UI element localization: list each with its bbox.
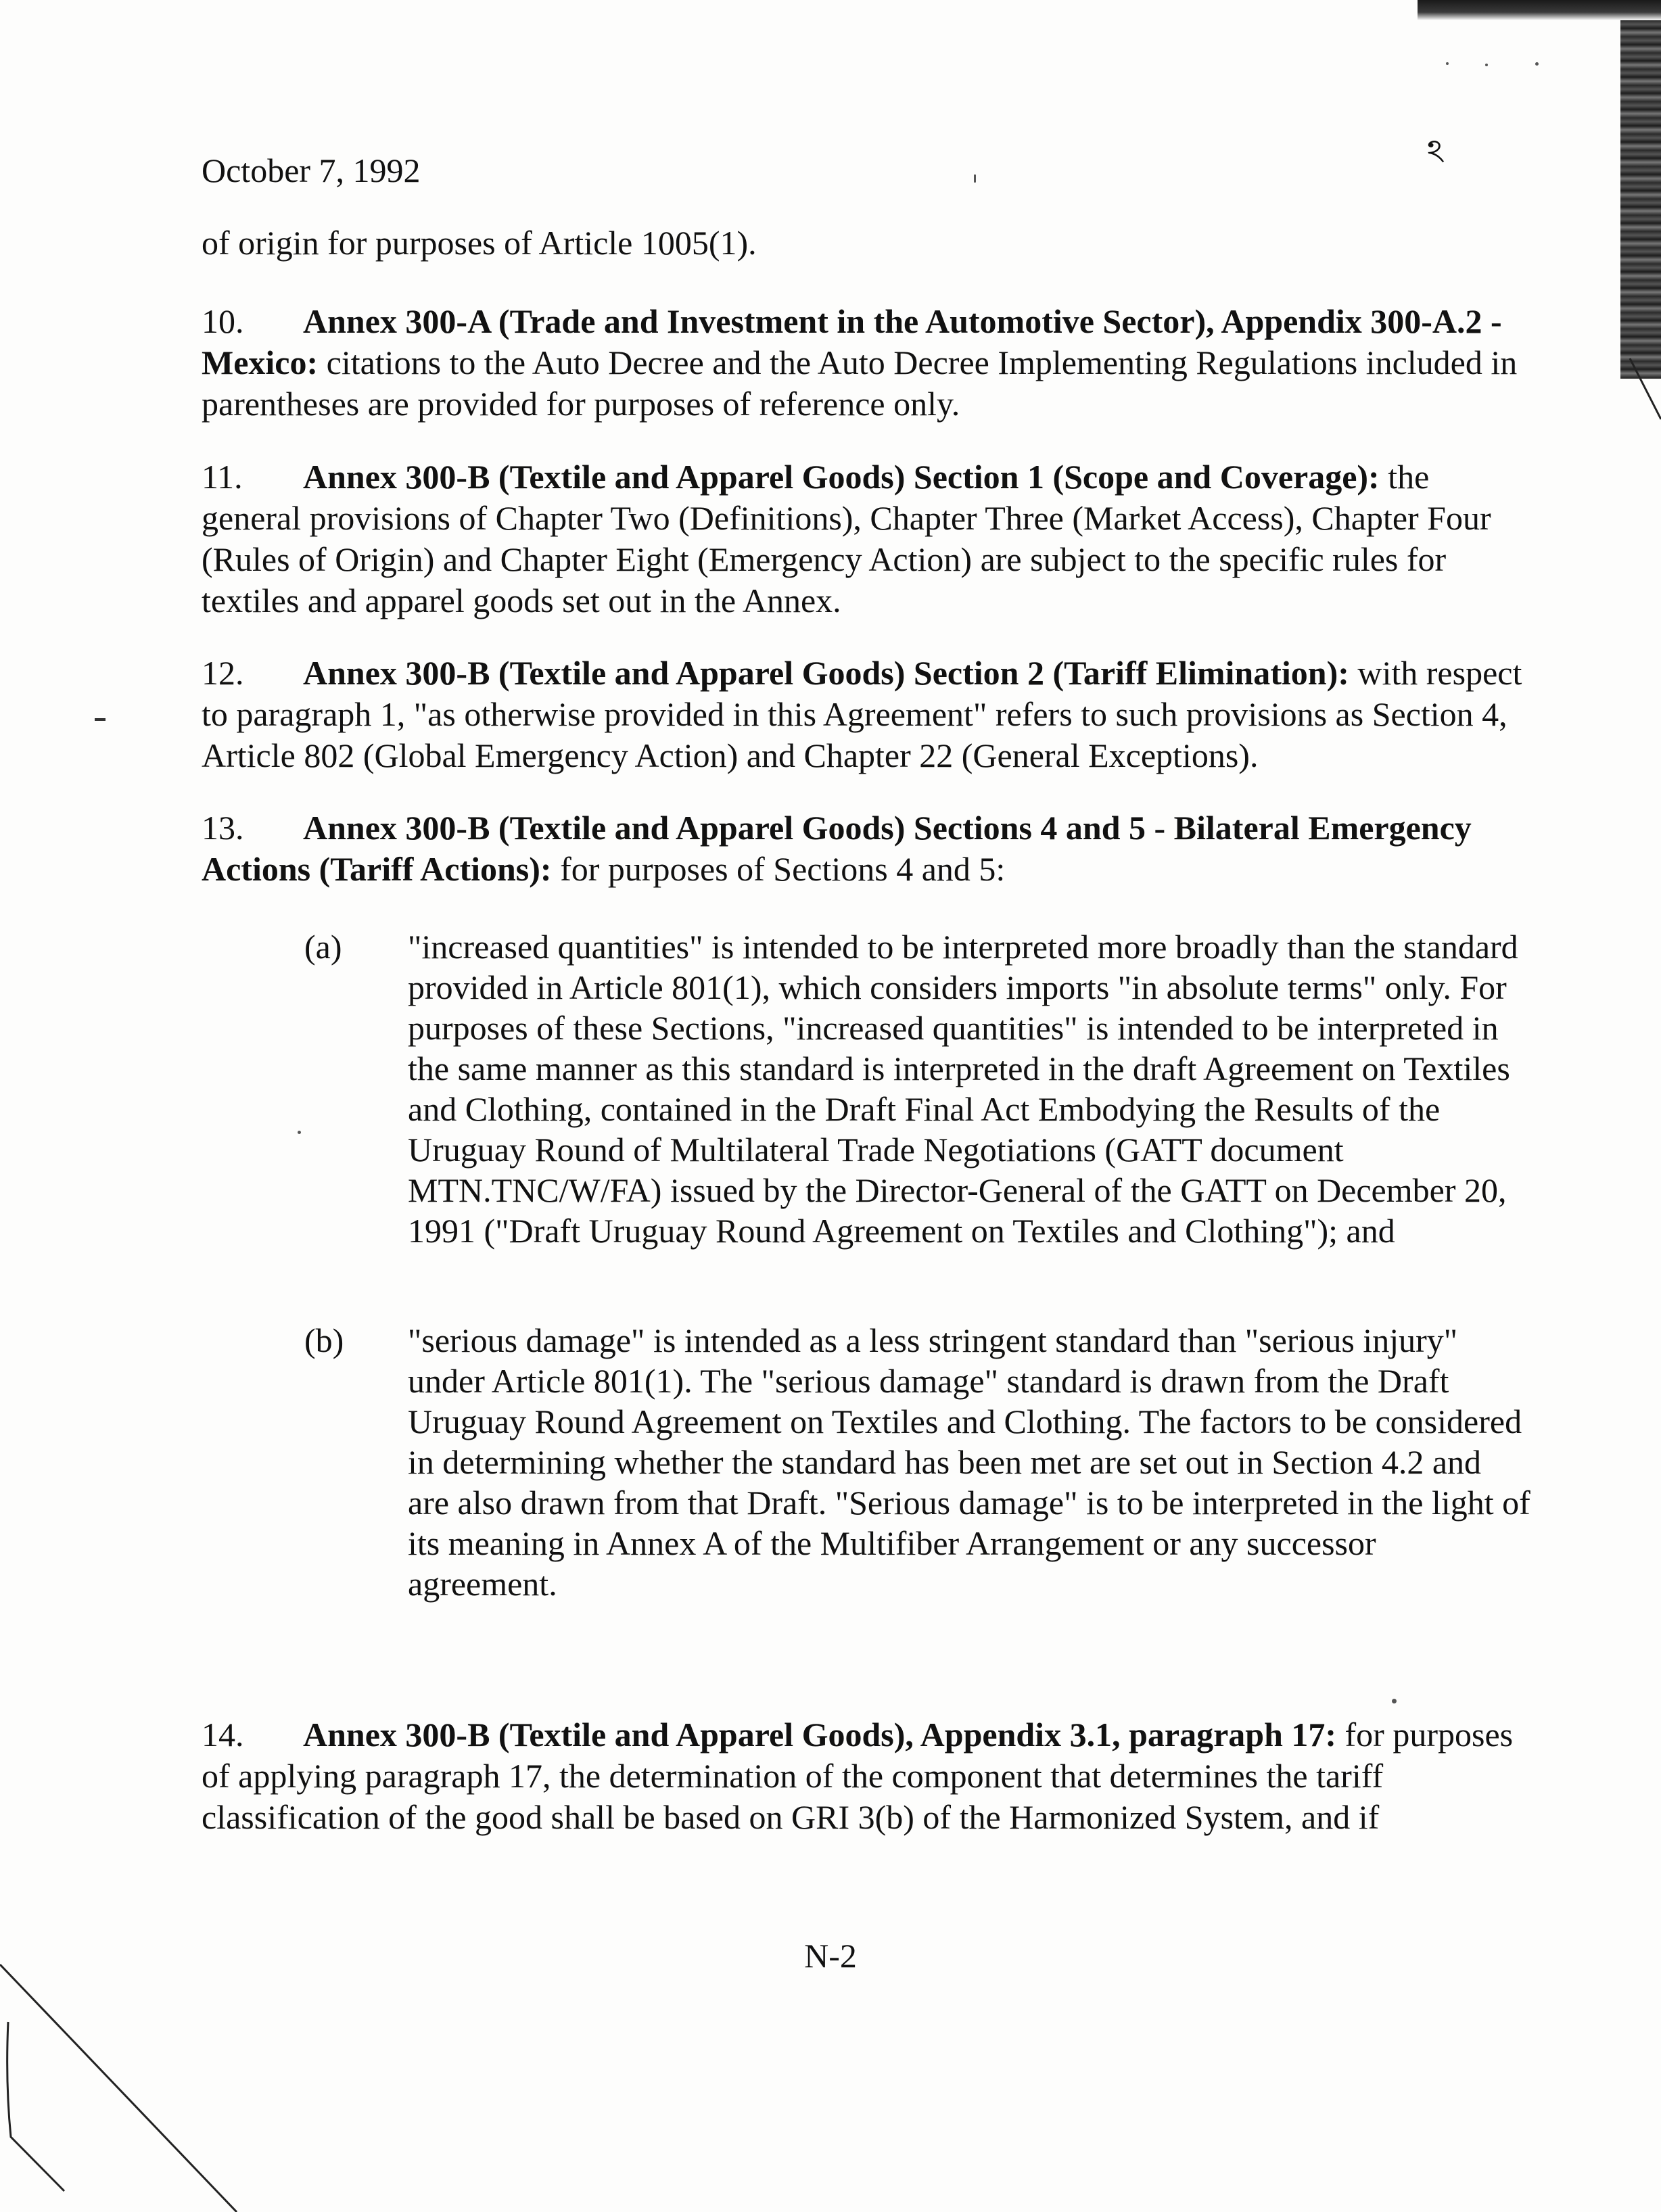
document-date: October 7, 1992	[202, 151, 421, 189]
subparagraph-text: "serious damage" is intended as a less stringent standard than "serious injury" under Article 801(1). The "serious damage" standard is drawn from the Draft Uruguay Round Agreement on Textiles and Clothing. The factors to be considered in determining whether the standard has been met are set out in Section 4.2 and are also drawn from that Draft. "Serious damage" is to be interpreted in the light of its meaning in Annex A of the Multifiber Arrangement or any successor agreement.	[408, 1321, 1530, 1603]
paragraph-heading: Annex 300-B (Textile and Apparel Goods), Appendix 3.1, paragraph 17:	[303, 1716, 1337, 1754]
paragraph-number: 14.	[202, 1716, 244, 1754]
handwritten-mark: ঽ	[1427, 134, 1445, 170]
page-number: N-2	[804, 1937, 857, 1975]
paragraph-text: with respect to paragraph 1, "as otherwise provided in this Agreement" refers to such provisions as Section 4, Article 802 (Global Emergency Action) and Chapter 22 (General Exceptions).	[202, 654, 1522, 774]
right-edge-line	[1630, 358, 1661, 419]
paragraph-text: for purposes of Sections 4 and 5:	[551, 850, 1006, 888]
corner-scan-line	[7, 2022, 64, 2191]
paragraph-number: 10.	[202, 302, 244, 340]
paragraph-heading: Annex 300-B (Textile and Apparel Goods) Section 2 (Tariff Elimination):	[303, 654, 1349, 692]
paragraph-text: the general provisions of Chapter Two (Definitions), Chapter Three (Market Access), Chapter Four (Rules of Origin) and Chapter Eight (Emergency Action) are subject to the specific rules for textiles and apparel goods set out in the Annex.	[202, 458, 1491, 619]
paragraph-number: 12.	[202, 654, 244, 692]
paragraph-text: citations to the Auto Decree and the Auto Decree Implementing Regulations included in parentheses are provided for purposes of reference only.	[202, 344, 1518, 423]
diagonal-scan-line	[0, 1964, 237, 2212]
paragraph-number: 11.	[202, 458, 243, 496]
paragraph-text: for purposes of applying paragraph 17, the determination of the component that determines the tariff classification of the good shall be based on GRI 3(b) of the Harmonized System, and if	[202, 1716, 1514, 1836]
continued-text: of origin for purposes of Article 1005(1).	[202, 224, 757, 262]
subparagraph-label: (b)	[304, 1321, 344, 1359]
subparagraph-text: "increased quantities" is intended to be interpreted more broadly than the standard provided in Article 801(1), which considers imports "in absolute terms" only. For purposes of these Sections, "increased quantities" is intended to be interpreted in the same manner as this standard is interpreted in the draft Agreement on Textiles and Clothing, contained in the Draft Final Act Embodying the Results of the Uruguay Round of Multilateral Trade Negotiations (GATT document MTN.TNC/W/FA) issued by the Director-General of the GATT on December 20, 1991 ("Draft Uruguay Round Agreement on Textiles and Clothing"); and	[408, 928, 1518, 1250]
paragraph-heading: Annex 300-B (Textile and Apparel Goods) Section 1 (Scope and Coverage):	[303, 458, 1380, 496]
paragraph-heading: Annex 300-A (Trade and Investment in the Automotive Sector), Appendix 300-A.2 - Mexico:	[202, 302, 1502, 381]
paragraph-number: 13.	[202, 809, 244, 847]
subparagraph-label: (a)	[304, 928, 342, 966]
paragraph-heading: Annex 300-B (Textile and Apparel Goods) Sections 4 and 5 - Bilateral Emergency Actions (Tariff Actions):	[202, 809, 1472, 888]
